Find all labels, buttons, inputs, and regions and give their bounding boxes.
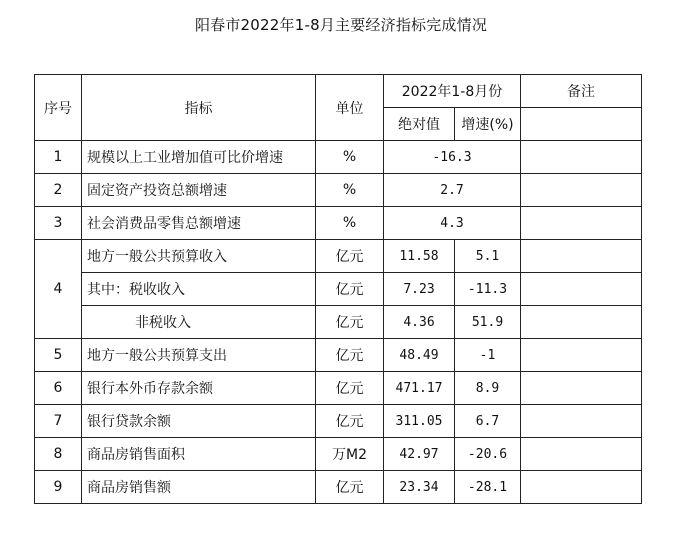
unit-cell: 亿元	[316, 372, 384, 405]
indicator-cell: 其中：税收收入	[82, 273, 316, 306]
growth-cell: -20.6	[455, 438, 521, 471]
table-row	[35, 207, 642, 240]
seq-cell: 7	[35, 405, 82, 438]
seq-cell: 3	[35, 207, 82, 240]
page-title: 阳春市2022年1-8月主要经济指标完成情况	[194, 16, 488, 34]
unit-cell: %	[316, 207, 384, 240]
growth-cell: -11.3	[455, 273, 521, 306]
indicator-cell: 商品房销售额	[82, 471, 316, 504]
header-indicator: 指标	[82, 75, 316, 141]
absolute-cell: 23.34	[384, 471, 455, 504]
header-absolute: 绝对值	[384, 108, 455, 141]
growth-cell: 6.7	[455, 405, 521, 438]
growth-cell: 51.9	[455, 306, 521, 339]
seq-cell: 5	[35, 339, 82, 372]
remark-cell	[521, 240, 642, 273]
unit-cell: %	[316, 141, 384, 174]
unit-cell: 亿元	[316, 240, 384, 273]
absolute-cell: 7.23	[384, 273, 455, 306]
remark-cell	[521, 207, 642, 240]
seq-cell: 8	[35, 438, 82, 471]
remark-cell	[521, 438, 642, 471]
indicators-table	[34, 74, 642, 504]
header-growth: 增速(%)	[455, 108, 521, 141]
indicator-cell: 银行本外币存款余额	[82, 372, 316, 405]
remark-cell	[521, 174, 642, 207]
seq-cell: 1	[35, 141, 82, 174]
table-row	[35, 372, 642, 405]
absolute-cell: 11.58	[384, 240, 455, 273]
seq-cell: 6	[35, 372, 82, 405]
indicator-cell: 地方一般公共预算支出	[82, 339, 316, 372]
remark-cell	[521, 273, 642, 306]
header-period: 2022年1-8月份	[384, 75, 521, 108]
table-row	[35, 174, 642, 207]
indicator-cell: 社会消费品零售总额增速	[82, 207, 316, 240]
table-row	[35, 339, 642, 372]
absolute-cell: 471.17	[384, 372, 455, 405]
indicator-cell: 规模以上工业增加值可比价增速	[82, 141, 316, 174]
unit-cell: 亿元	[316, 339, 384, 372]
header-unit: 单位	[316, 75, 384, 141]
growth-cell: -1	[455, 339, 521, 372]
unit-cell: 万M2	[316, 438, 384, 471]
table-row	[35, 438, 642, 471]
indicator-cell: 固定资产投资总额增速	[82, 174, 316, 207]
unit-cell: 亿元	[316, 306, 384, 339]
seq-cell: 9	[35, 471, 82, 504]
remark-cell	[521, 108, 642, 141]
unit-cell: 亿元	[316, 273, 384, 306]
header-row	[35, 75, 642, 108]
value-cell: 4.3	[384, 207, 521, 240]
seq-cell: 4	[35, 240, 82, 339]
header-seq: 序号	[35, 75, 82, 141]
remark-cell	[521, 471, 642, 504]
value-cell: 2.7	[384, 174, 521, 207]
unit-cell: 亿元	[316, 471, 384, 504]
table-row	[35, 306, 642, 339]
remark-cell	[521, 405, 642, 438]
seq-cell: 2	[35, 174, 82, 207]
unit-cell: 亿元	[316, 405, 384, 438]
header-remark: 备注	[521, 75, 642, 108]
table-row	[35, 141, 642, 174]
remark-cell	[521, 141, 642, 174]
growth-cell: -28.1	[455, 471, 521, 504]
table-row	[35, 405, 642, 438]
remark-cell	[521, 339, 642, 372]
table-row	[35, 273, 642, 306]
growth-cell: 8.9	[455, 372, 521, 405]
absolute-cell: 4.36	[384, 306, 455, 339]
absolute-cell: 48.49	[384, 339, 455, 372]
unit-cell: %	[316, 174, 384, 207]
value-cell: -16.3	[384, 141, 521, 174]
indicator-cell: 银行贷款余额	[82, 405, 316, 438]
indicator-cell: 地方一般公共预算收入	[82, 240, 316, 273]
table-row	[35, 471, 642, 504]
indicator-cell: 非税收入	[82, 306, 316, 339]
table-row	[35, 240, 642, 273]
remark-cell	[521, 372, 642, 405]
absolute-cell: 42.97	[384, 438, 455, 471]
growth-cell: 5.1	[455, 240, 521, 273]
remark-cell	[521, 306, 642, 339]
absolute-cell: 311.05	[384, 405, 455, 438]
indicator-cell: 商品房销售面积	[82, 438, 316, 471]
